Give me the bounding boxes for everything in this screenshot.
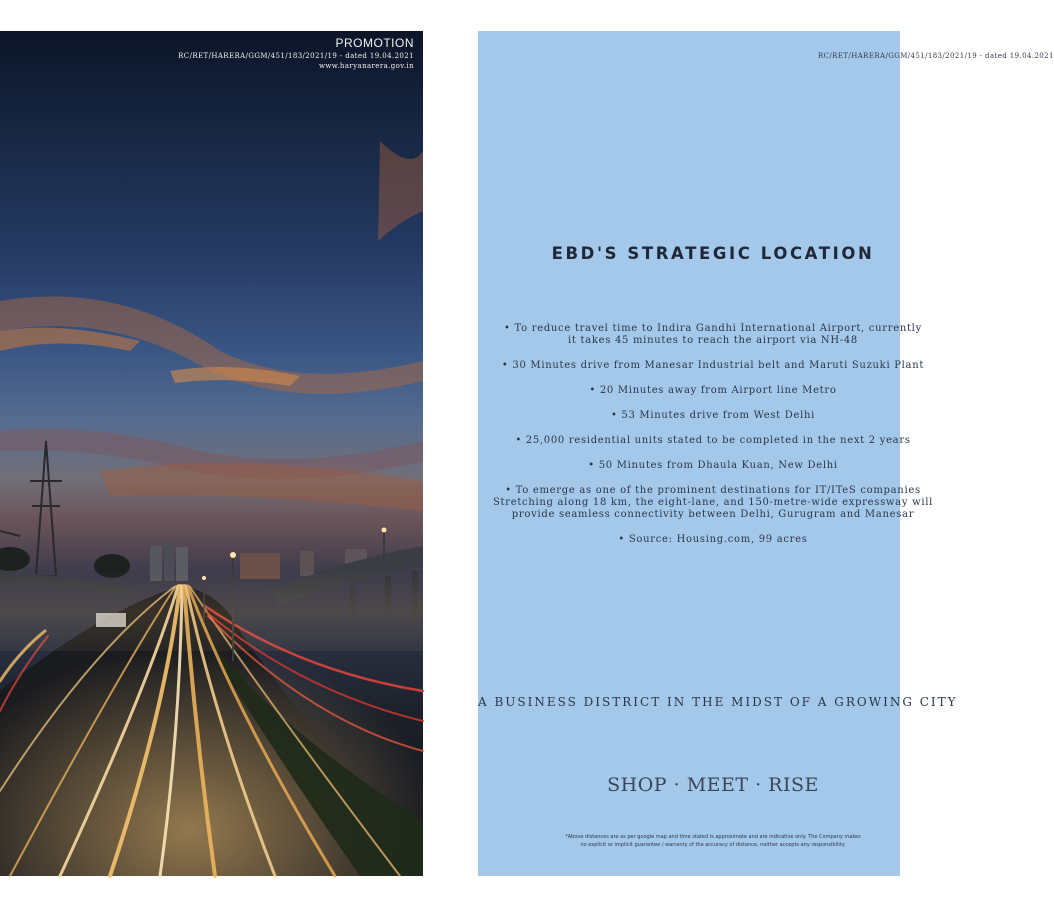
promotion-block [178, 36, 414, 70]
tagline: A BUSINESS DISTRICT IN THE MIDST OF A GROWING CITY [478, 695, 958, 709]
brand-slogan: SHOP · MEET · RISE [607, 774, 819, 796]
bullet-line: • To emerge as one of the prominent destinations for IT/ITeS companies [505, 485, 921, 496]
bullet-residential-units [478, 435, 948, 447]
bullet-line: • 53 Minutes drive from West Delhi [610, 410, 816, 421]
bullet-line: • 25,000 residential units stated to be completed in the next 2 years [515, 435, 911, 446]
left-page-photo [0, 31, 423, 876]
page-heading: EBD'S STRATEGIC LOCATION [551, 244, 875, 263]
bullet-source [478, 534, 948, 546]
right-page-content [478, 31, 1054, 876]
bullet-line: Stretching along 18 km, the eight-lane, and 150-metre-wide expressway will [492, 497, 934, 508]
bullet-line: it takes 45 minutes to reach the airport via NH-48 [568, 335, 858, 346]
right-page [478, 31, 1054, 876]
bullet-line: • 20 Minutes away from Airport line Metro [589, 385, 837, 396]
location-bullet-list [478, 323, 948, 559]
bullet-line: • 30 Minutes drive from Manesar Industrial belt and Maruti Suzuki Plant [501, 360, 925, 371]
rera-number: RC/RET/HARERA/GGM/451/183/2021/19 - dated 19.04.2021 [178, 52, 414, 60]
promotion-label: PROMOTION [335, 36, 414, 50]
disclaimer-line: *Above distances are as per google map and time stated is approximate and are indicative only. The Company makes [565, 834, 861, 840]
bullet-line: • To reduce travel time to Indira Gandhi International Airport, currently [504, 323, 922, 334]
bullet-line: • 50 Minutes from Dhaula Kuan, New Delhi [588, 460, 838, 471]
disclaimer-line: no explicit or implicit guarantee / warranty of the accuracy of distance, neither accepts any responsibility. [580, 842, 846, 848]
bullet-metro [478, 385, 948, 397]
highway-photo [0, 31, 423, 876]
rera-number-right: RC/RET/HARERA/GGM/451/183/2021/19 - dated 19.04.2021 [818, 52, 1054, 60]
bullet-dhaula-kuan [478, 460, 948, 472]
bullet-line: provide seamless connectivity between Delhi, Gurugram and Manesar [511, 509, 915, 520]
disclaimer [478, 833, 948, 849]
bullet-line: • Source: Housing.com, 99 acres [618, 534, 808, 545]
bullet-west-delhi [478, 410, 948, 422]
bullet-airport [478, 323, 948, 347]
rera-website: www.haryanarera.gov.in [318, 62, 414, 70]
bullet-manesar [478, 360, 948, 372]
bullet-it-destination [478, 485, 948, 521]
